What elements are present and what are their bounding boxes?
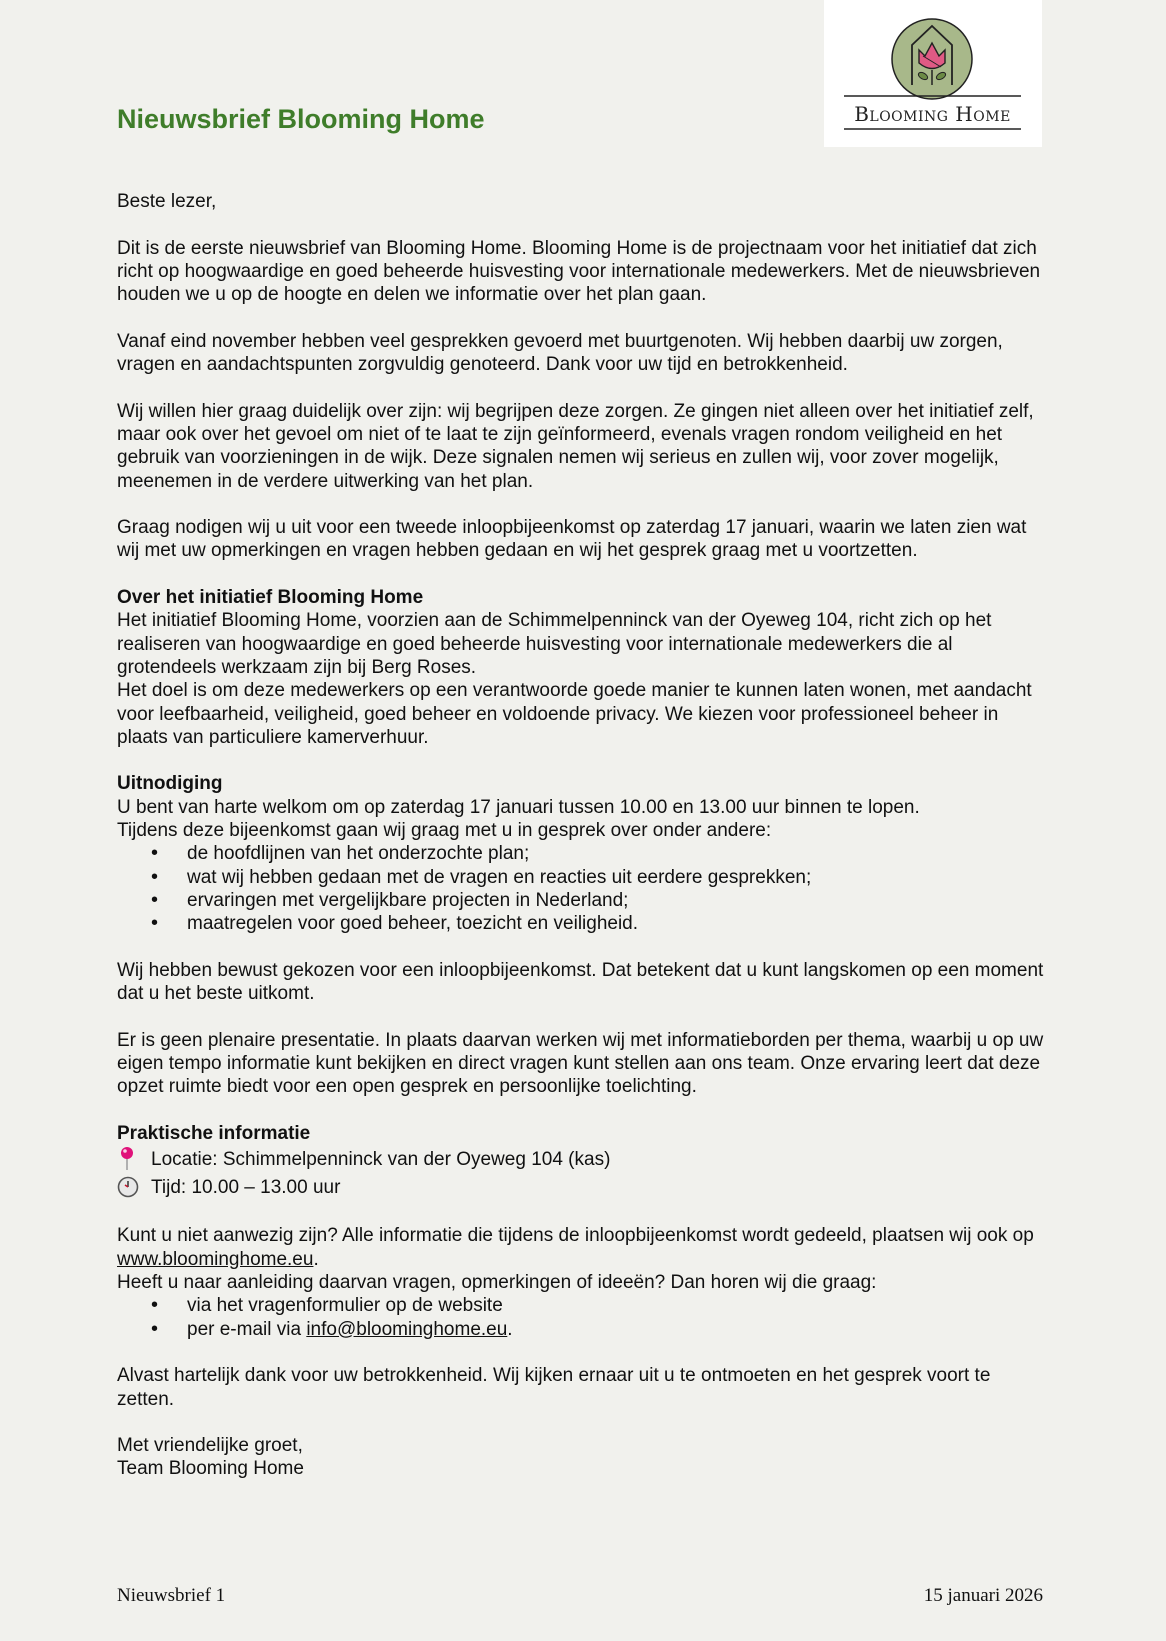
signoff-greeting: Met vriendelijke groet, bbox=[117, 1435, 303, 1457]
footer-date: 15 januari 2026 bbox=[923, 1585, 1043, 1606]
greeting: Beste lezer, bbox=[117, 191, 217, 212]
absent-text-end: . bbox=[313, 1248, 319, 1270]
footer-newsletter-number: Nieuwsbrief 1 bbox=[117, 1585, 226, 1606]
practical-section bbox=[117, 1122, 1052, 1201]
invitation-heading: Uitnodiging bbox=[117, 773, 223, 795]
practical-heading: Praktische informatie bbox=[117, 1122, 311, 1144]
absent-text bbox=[117, 1224, 1052, 1271]
invitation-teaser-paragraph: Graag nodigen wij u uit voor een tweede inloopbijeenkomst op zaterdag 17 januari, waarin we laten zien wat wij met uw opmerkingen en vragen hebben gedaan en wij het gesprek graag met u voortzetten. bbox=[117, 517, 1027, 562]
closing-paragraph: Alvast hartelijk dank voor uw betrokkenheid. Wij kijken ernaar uit u te ontmoeten en het gesprek voort te zetten. bbox=[117, 1365, 991, 1410]
invitation-line-2: Tijdens deze bijeenkomst gaan wij graag met u in gesprek over onder andere: bbox=[117, 820, 772, 842]
svg-text:Blooming Home: Blooming Home bbox=[854, 102, 1011, 126]
location-text: Locatie: Schimmelpenninck van der Oyeweg 104 (kas) bbox=[151, 1148, 611, 1170]
about-text-1: Het initiatief Blooming Home, voorzien aan de Schimmelpenninck van der Oyeweg 104, richt zich op het realiseren van hoogwaardige en goed beheerde huisvesting voor internationale medewerkers die al grotendeels werkzaam zijn bij Berg Roses. bbox=[117, 610, 992, 678]
page-footer bbox=[117, 1585, 1043, 1607]
topics-list bbox=[117, 842, 1052, 935]
invitation-section bbox=[117, 772, 1052, 935]
invitation-line-1: U bent van harte welkom om op zaterdag 17 januari tussen 10.00 en 13.00 uur binnen te lopen. bbox=[117, 796, 920, 818]
blooming-home-logo bbox=[824, 0, 1042, 147]
email-prefix: per e-mail via bbox=[187, 1318, 307, 1340]
questions-text: Heeft u naar aanleiding daarvan vragen, opmerkingen of ideeën? Dan horen wij die graag: bbox=[117, 1272, 877, 1294]
about-heading: Over het initiatief Blooming Home bbox=[117, 587, 424, 609]
concerns-paragraph: Wij willen hier graag duidelijk over zijn: wij begrijpen deze zorgen. Ze gingen niet alleen over het initiatief zelf, maar ook over het gevoel om niet of te laat te zijn geïnformeerd, evenals vragen rondom veiligheid en het gebruik van voorzieningen in de wijk. Deze signalen nemen wij serieus en zullen wij, voor zover mogelijk, meenemen in de verdere uitwerking van het plan. bbox=[117, 400, 1034, 492]
time-text: Tijd: 10.00 – 13.00 uur bbox=[151, 1176, 341, 1198]
absent-text-lead: Kunt u niet aanwezig zijn? Alle informatie die tijdens de inloopbijeenkomst wordt gedeeld, plaatsen wij ook op bbox=[117, 1225, 1034, 1247]
list-item: • de hoofdlijnen van het onderzochte plan; bbox=[117, 842, 1052, 865]
format-paragraph: Er is geen plenaire presentatie. In plaats daarvan werken wij met informatieborden per thema, waarbij u op uw eigen tempo informatie kunt bekijken en direct vragen kunt stellen aan ons team. Onze ervaring leert dat deze opzet ruimte biedt voor een open gesprek en persoonlijke toelichting. bbox=[117, 1029, 1044, 1098]
email-link[interactable]: info@bloominghome.eu bbox=[306, 1318, 508, 1340]
intro-paragraph: Dit is de eerste nieuwsbrief van Blooming Home. Blooming Home is de projectnaam voor het initiatief dat zich richt op hoogwaardige en goed beheerde huisvesting voor internationale medewerkers. Met de nieuwsbrieven houden we u op de hoogte en delen we informatie over het plan gaan. bbox=[117, 237, 1041, 306]
conversations-paragraph: Vanaf eind november hebben veel gesprekken gevoerd met buurtgenoten. Wij hebben daarbij uw zorgen, vragen en aandachtspunten zorgvuldig genoteerd. Dank voor uw tijd en betrokkenheid. bbox=[117, 330, 1003, 376]
about-text-2: Het doel is om deze medewerkers op een verantwoorde goede manier te kunnen laten wonen, met aandacht voor leefbaarheid, veiligheid, goed beheer en voldoende privacy. We kiezen voor professioneel beheer in plaats van particuliere kamerverhuur. bbox=[117, 680, 1032, 748]
page-title: Nieuwsbrief Blooming Home bbox=[117, 104, 485, 134]
signoff bbox=[117, 1434, 1052, 1481]
signoff-team: Team Blooming Home bbox=[117, 1458, 304, 1480]
list-item: • wat wij hebben gedaan met de vragen en reacties uit eerdere gesprekken; bbox=[117, 866, 1052, 889]
list-item bbox=[117, 1318, 1052, 1341]
contact-list bbox=[117, 1294, 1052, 1341]
walk-in-paragraph: Wij hebben bewust gekozen voor een inloopbijeenkomst. Dat betekent dat u kunt langskomen op een moment dat u het beste uitkomt. bbox=[117, 959, 1044, 1005]
website-link[interactable]: www.bloominghome.eu bbox=[117, 1248, 314, 1270]
list-item: • maatregelen voor goed beheer, toezicht en veiligheid. bbox=[117, 912, 1052, 935]
list-item: • ervaringen met vergelijkbare projecten in Nederland; bbox=[117, 889, 1052, 912]
location-row bbox=[117, 1145, 1052, 1173]
absent-section bbox=[117, 1224, 1052, 1340]
clock-icon bbox=[117, 1176, 151, 1198]
list-item: • via het vragenformulier op de website bbox=[117, 1294, 1052, 1317]
pushpin-icon bbox=[117, 1146, 151, 1172]
about-section bbox=[117, 586, 1052, 749]
time-row bbox=[117, 1173, 1052, 1201]
email-suffix: . bbox=[507, 1318, 513, 1340]
letter-body bbox=[117, 190, 1052, 1481]
